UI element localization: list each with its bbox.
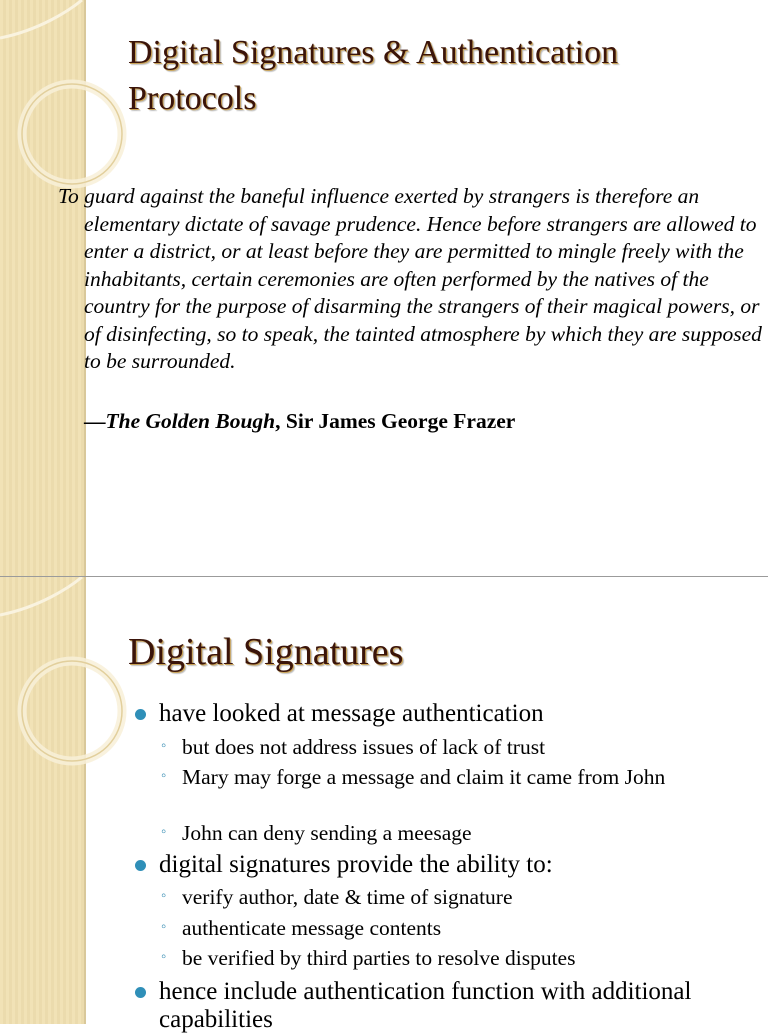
sub-list-item [161, 885, 737, 909]
sub-bullet-icon: ◦ [161, 888, 167, 904]
epigraph-attribution [84, 409, 515, 434]
sub-bullet-icon: ◦ [161, 768, 167, 784]
sub-bullet-icon: ◦ [161, 919, 167, 935]
list-item [133, 700, 749, 728]
sub-bullet-icon: ◦ [161, 824, 167, 840]
bullet-icon [135, 987, 146, 998]
epigraph-quote: To guard against the baneful influence exerted by strangers is therefore an elementary dictate of savage prudence. Hence before strangers are allowed to enter a district, or at least before they are permitted to mingle freely with the inhabitants, certain ceremonies are often performed by the natives of the country for the purpose of disarming the strangers of their magical powers, or of disinfecting, so to speak, the tainted atmosphere by which they are supposed to be surrounded. [58, 184, 762, 373]
slide-title: Digital Signatures [128, 631, 404, 673]
list-item [133, 978, 749, 1034]
attribution-book: The Golden Bough [105, 409, 276, 433]
sub-list-item-text: but does not address issues of lack of trust [182, 735, 546, 759]
sub-list-item [161, 821, 737, 845]
ring-decoration [0, 577, 140, 777]
list-item [133, 851, 749, 879]
sub-list-item-text: authenticate message contents [182, 916, 442, 940]
sub-list-item-text: John can deny sending a meesage [182, 821, 472, 845]
sub-list-item [161, 765, 737, 789]
sub-list-item [161, 735, 737, 759]
page-title: Digital Signatures & Authentication Protocols [128, 34, 619, 117]
list-item-text: hence include authentication function with additional capabilities [159, 978, 692, 1033]
ring-decoration [0, 0, 140, 200]
bullet-icon [135, 709, 146, 720]
attribution-author: , Sir James George Frazer [275, 409, 516, 433]
sub-bullet-icon: ◦ [161, 738, 167, 754]
sub-list-item-text: be verified by third parties to resolve disputes [182, 946, 576, 970]
sub-list-item-text: Mary may forge a message and claim it came from John [182, 765, 666, 789]
attribution-dash: — [84, 409, 106, 433]
list-item-text: have looked at message authentication [159, 700, 544, 727]
sub-list-item [161, 916, 737, 940]
sub-list-item-text: verify author, date & time of signature [182, 885, 513, 909]
sub-list-item [161, 946, 737, 970]
list-item-text: digital signatures provide the ability to: [159, 851, 553, 878]
sub-bullet-icon: ◦ [161, 949, 167, 965]
bullet-icon [135, 860, 146, 871]
